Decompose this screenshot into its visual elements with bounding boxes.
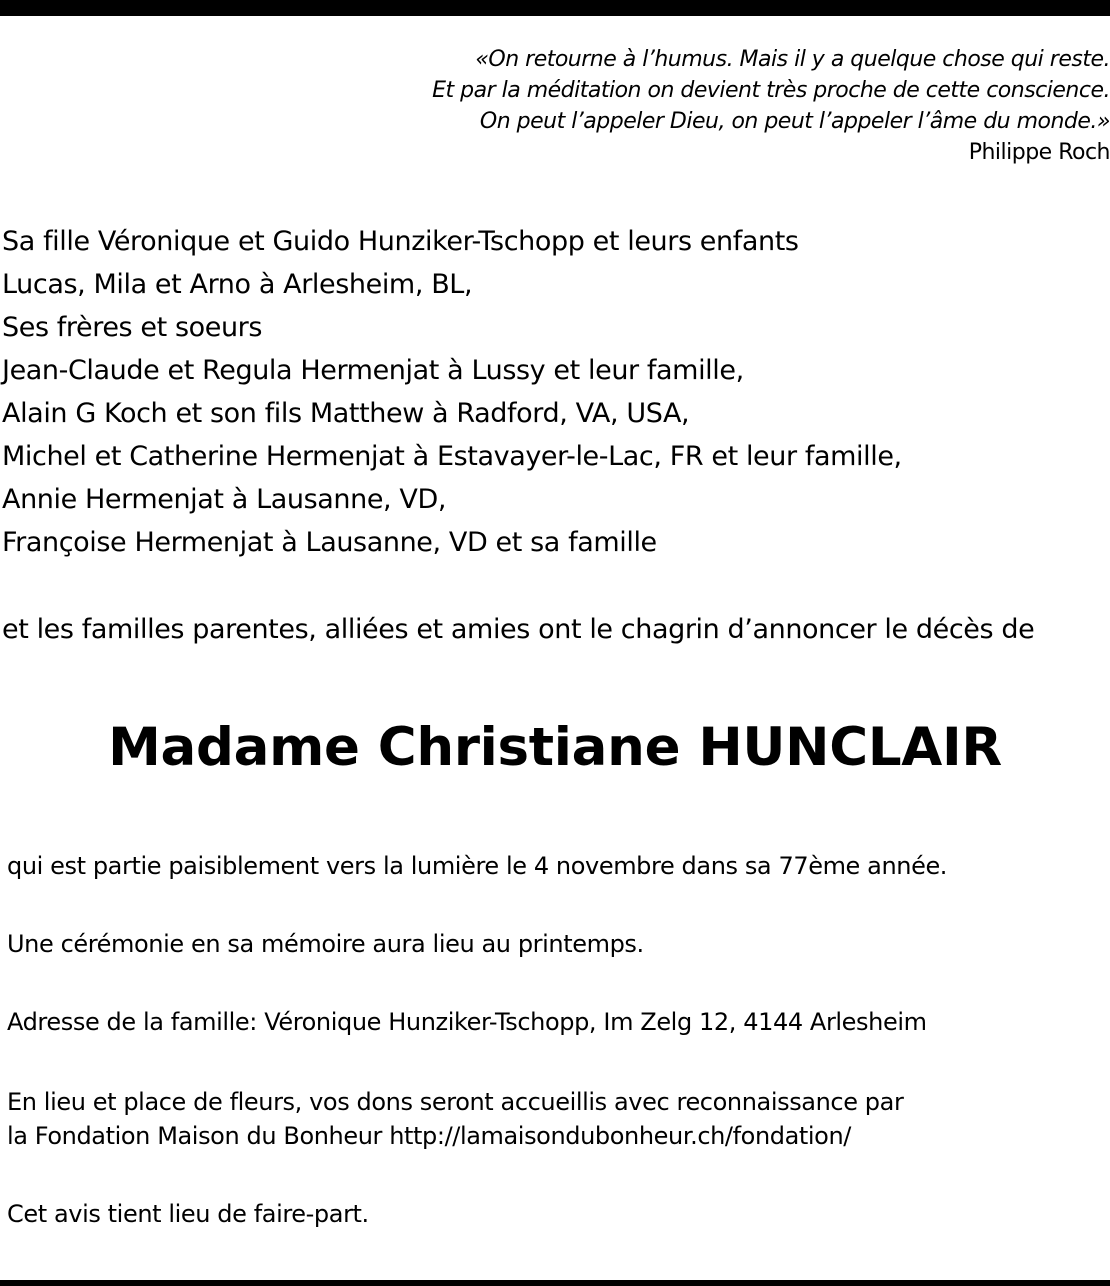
quote-author: Philippe Roch [968,140,1110,165]
ceremony-text: Une cérémonie en sa mémoire aura lieu au printemps. [7,930,644,958]
family-line: Sa fille Véronique et Guido Hunziker-Tschopp et leurs enfants [2,226,799,257]
family-address: Adresse de la famille: Véronique Hunziker-Tschopp, Im Zelg 12, 4144 Arlesheim [7,1008,927,1036]
donations-line: En lieu et place de fleurs, vos dons seront accueillis avec reconnaissance par [7,1088,904,1116]
family-line: Lucas, Mila et Arno à Arlesheim, BL, [2,269,473,300]
announcement-text: et les familles parentes, alliées et amies ont le chagrin d’annoncer le décès de [2,614,1035,645]
family-line: Jean-Claude et Regula Hermenjat à Lussy et leur famille, [2,355,744,386]
passing-text: qui est partie paisiblement vers la lumière le 4 novembre dans sa 77ème année. [7,852,948,880]
family-line: Annie Hermenjat à Lausanne, VD, [2,484,447,515]
family-line: Michel et Catherine Hermenjat à Estavayer-le-Lac, FR et leur famille, [2,441,902,472]
bottom-border-rule [0,1280,1110,1286]
family-line: Alain G Koch et son fils Matthew à Radford, VA, USA, [2,398,690,429]
quote-line: On peut l’appeler Dieu, on peut l’appeler l’âme du monde.» [479,109,1110,134]
family-line: Françoise Hermenjat à Lausanne, VD et sa famille [2,527,657,558]
epigraph-quote [350,44,1110,168]
closing-text: Cet avis tient lieu de faire-part. [7,1200,369,1228]
deceased-name: Madame Christiane HUNCLAIR [108,717,1002,778]
quote-line: Et par la méditation on devient très proche de cette conscience. [432,78,1110,103]
top-border-rule [0,0,1110,16]
donations-line: la Fondation Maison du Bonheur http://lamaisondubonheur.ch/fondation/ [7,1122,851,1150]
family-line: Ses frères et soeurs [2,312,263,343]
family-list [2,220,902,564]
quote-line: «On retourne à l’humus. Mais il y a quelque chose qui reste. [475,47,1110,72]
donations-text [7,1085,903,1153]
